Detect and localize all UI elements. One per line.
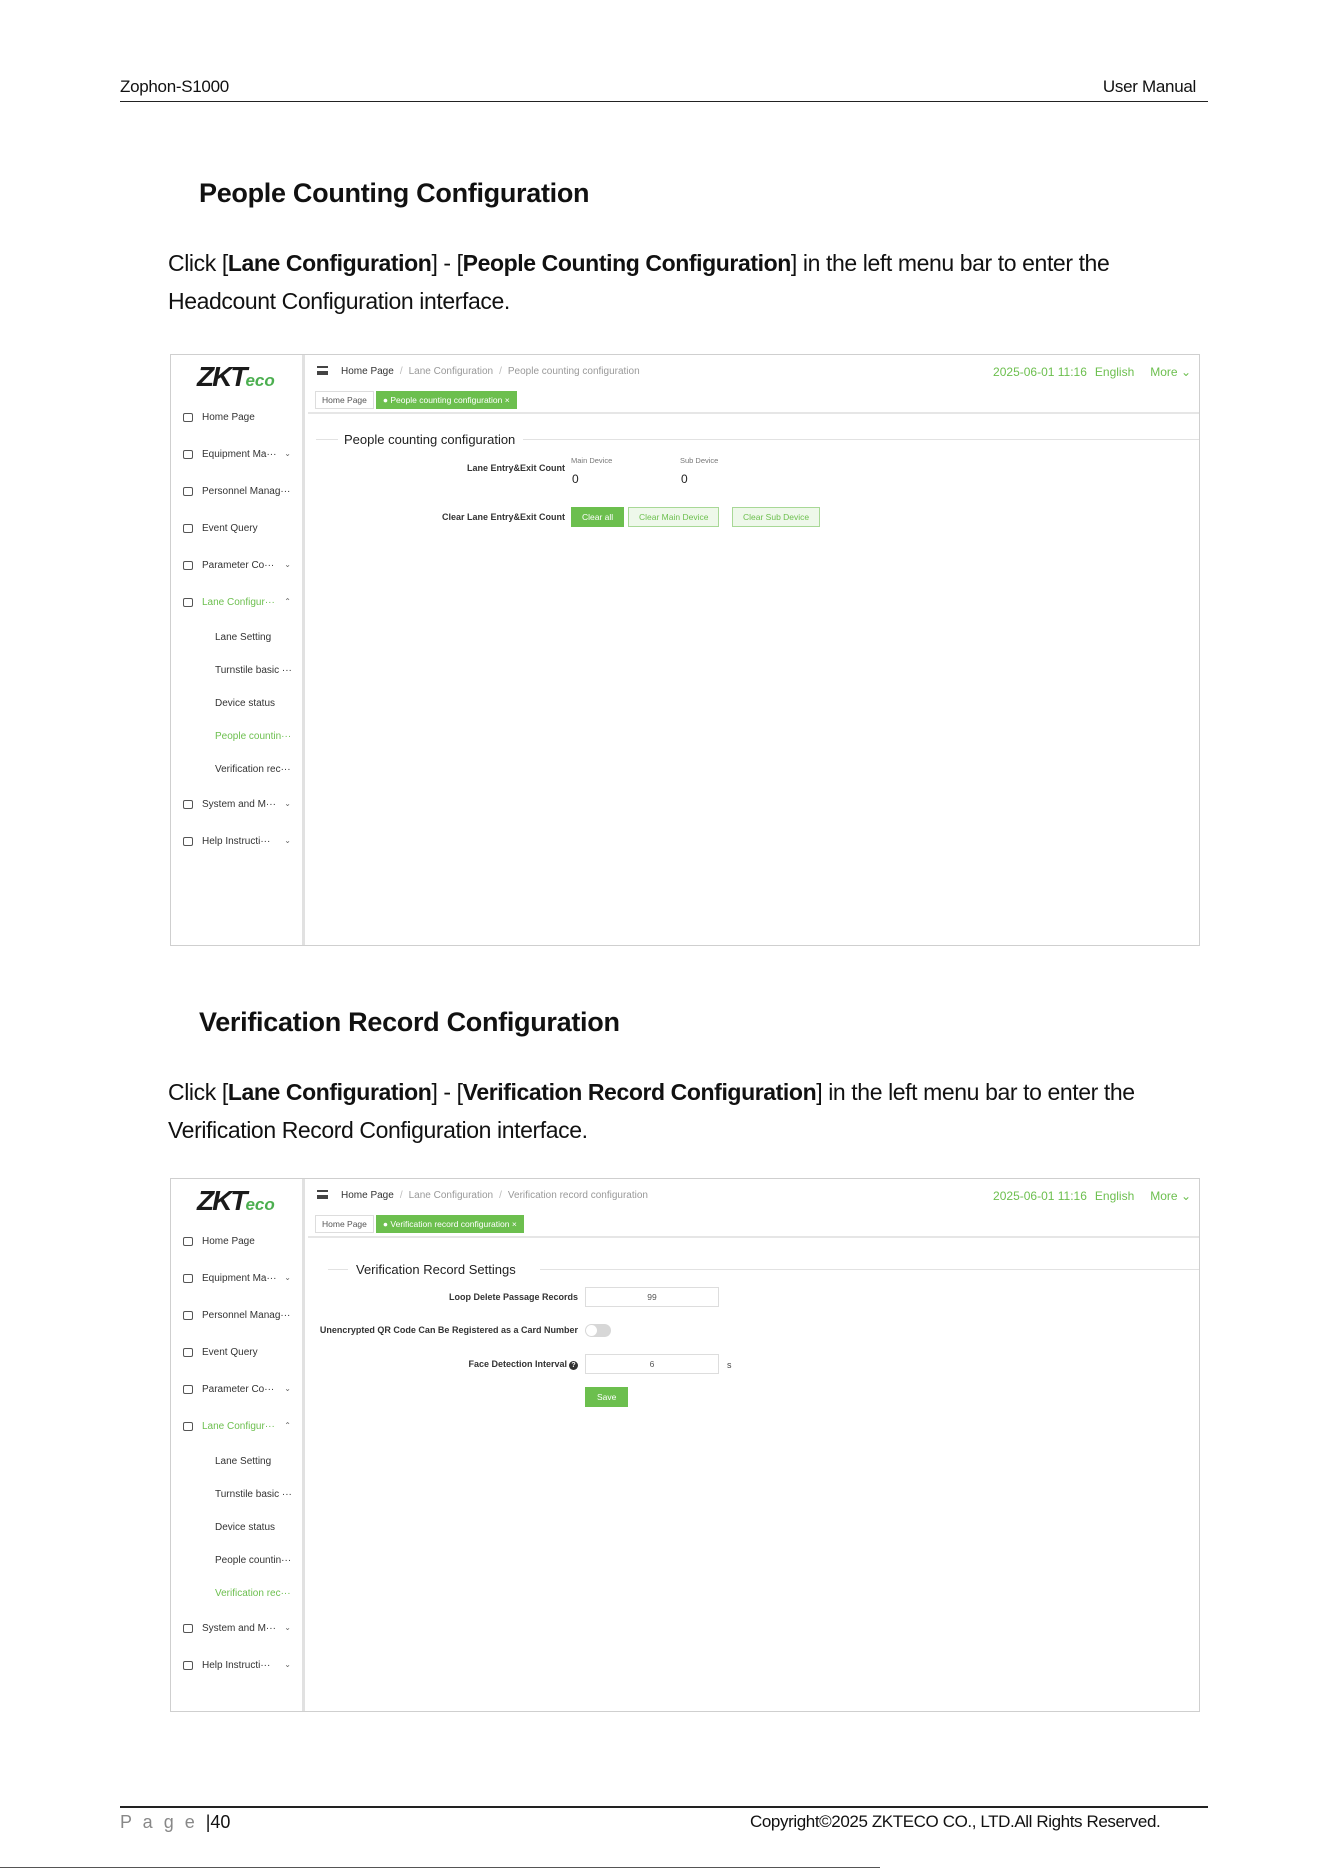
- top-right-info: [985, 365, 1191, 379]
- chevron-up-icon: ⌃: [284, 1421, 291, 1430]
- tab-home-page[interactable]: Home Page: [315, 1215, 374, 1233]
- main-area: [308, 355, 1199, 945]
- sidebar-item-people-counting[interactable]: People countin···: [215, 731, 292, 742]
- sidebar-item-equipment[interactable]: Equipment Ma··· ⌄: [171, 436, 305, 473]
- sidebar-item-equipment[interactable]: Equipment Ma··· ⌄: [171, 1260, 305, 1297]
- tab-home-page[interactable]: Home Page: [315, 391, 374, 409]
- chevron-down-icon: ⌄: [284, 1623, 291, 1632]
- sidebar-item-people-counting[interactable]: People countin···: [215, 1555, 292, 1566]
- face-detection-label: Face Detection Interval ?: [398, 1359, 578, 1370]
- section-paragraph-verification-record: Click [Lane Configuration] - [Verification Record Configuration] in the left menu bar to enter the Verification Record Configuration interface.: [168, 1079, 1135, 1143]
- lane-icon: [183, 1422, 193, 1431]
- screenshot-people-counting: [170, 354, 1200, 946]
- clear-count-label: Clear Lane Entry&Exit Count: [441, 512, 565, 522]
- help-icon: [183, 837, 193, 846]
- breadcrumb: Home Page / Lane Configuration / People counting configuration: [341, 366, 640, 377]
- clear-main-device-button[interactable]: Clear Main Device: [628, 507, 719, 527]
- breadcrumb-home[interactable]: Home Page: [341, 366, 394, 377]
- tab-people-counting[interactable]: ● People counting configuration ×: [376, 391, 517, 409]
- panel-title: People counting configuration: [344, 432, 516, 447]
- zkteco-logo: ZKTeco: [197, 1185, 275, 1216]
- sidebar-item-home-page[interactable]: Home Page: [171, 1223, 305, 1260]
- chevron-down-icon: ⌄: [284, 1660, 291, 1669]
- breadcrumb-home[interactable]: Home Page: [341, 1190, 394, 1201]
- divider: [328, 1269, 348, 1270]
- save-button[interactable]: Save: [585, 1387, 628, 1407]
- divider: [120, 1806, 1208, 1808]
- breadcrumb-current: Verification record configuration: [507, 1190, 648, 1201]
- section-paragraph-people-counting: Click [Lane Configuration] - [People Counting Configuration] in the left menu bar to enter the Headcount Configuration interface.: [168, 250, 1110, 314]
- equipment-icon: [183, 1274, 193, 1283]
- page-header: [120, 76, 1208, 102]
- main-device-label: Main Device: [571, 456, 613, 465]
- sub-device-count: 0: [681, 472, 688, 486]
- main-device-count: 0: [572, 472, 579, 486]
- settings-icon: [183, 800, 193, 809]
- personnel-icon: [183, 487, 193, 496]
- lane-count-label: Lane Entry&Exit Count: [466, 463, 565, 473]
- event-icon: [183, 1348, 193, 1357]
- sidebar-item-help[interactable]: Help Instructi··· ⌄: [171, 1647, 305, 1684]
- tab-bar: [315, 1215, 526, 1233]
- section-title-people-counting: People Counting Configuration: [199, 178, 590, 208]
- settings-icon: [183, 1624, 193, 1633]
- language-selector[interactable]: English: [1094, 1189, 1135, 1203]
- clear-sub-device-button[interactable]: Clear Sub Device: [732, 507, 820, 527]
- top-right-info: [985, 1189, 1191, 1203]
- tab-bar: [315, 391, 519, 409]
- divider: [0, 1867, 880, 1868]
- sidebar-item-event-query[interactable]: Event Query: [171, 1334, 305, 1371]
- divider: [523, 439, 1199, 440]
- sidebar-item-system[interactable]: System and M··· ⌄: [171, 1610, 305, 1647]
- parameter-icon: [183, 1385, 193, 1394]
- more-menu[interactable]: More ⌄: [1150, 1189, 1191, 1203]
- sidebar-item-home-page[interactable]: Home Page: [171, 399, 305, 436]
- divider: [308, 1236, 1199, 1238]
- sidebar-item-lane-setting[interactable]: Lane Setting: [215, 1456, 272, 1467]
- sub-device-label: Sub Device: [680, 456, 719, 465]
- home-icon: [183, 1237, 193, 1246]
- divider: [308, 412, 1199, 414]
- doc-type: User Manual: [1102, 77, 1196, 96]
- sidebar-item-event-query[interactable]: Event Query: [171, 510, 305, 547]
- sidebar-item-lane-configuration[interactable]: Lane Configur··· ⌃: [171, 1408, 305, 1445]
- lane-icon: [183, 598, 193, 607]
- equipment-icon: [183, 450, 193, 459]
- tab-verification-record[interactable]: ● Verification record configuration ×: [376, 1215, 524, 1233]
- clear-all-button[interactable]: Clear all: [571, 507, 624, 527]
- sidebar-item-parameter[interactable]: Parameter Co··· ⌄: [171, 547, 305, 584]
- sidebar-menu: [171, 1223, 305, 1684]
- event-icon: [183, 524, 193, 533]
- sidebar-item-parameter[interactable]: Parameter Co··· ⌄: [171, 1371, 305, 1408]
- sidebar-menu: [171, 399, 305, 860]
- menu-toggle-icon[interactable]: [317, 366, 328, 375]
- sidebar: [171, 355, 305, 945]
- menu-toggle-icon[interactable]: [317, 1190, 328, 1199]
- face-detection-unit: s: [727, 1360, 732, 1370]
- sidebar-item-lane-setting[interactable]: Lane Setting: [215, 632, 272, 643]
- sidebar-item-system[interactable]: System and M··· ⌄: [171, 786, 305, 823]
- sidebar-item-turnstile-basic[interactable]: Turnstile basic ···: [215, 1489, 292, 1500]
- loop-delete-label: Loop Delete Passage Records: [448, 1292, 578, 1302]
- zkteco-logo: ZKTeco: [197, 361, 275, 392]
- chevron-up-icon: ⌃: [284, 597, 291, 606]
- top-bar: [308, 1179, 1199, 1213]
- divider: [316, 439, 338, 440]
- breadcrumb-current: People counting configuration: [507, 366, 640, 377]
- sidebar-item-lane-configuration[interactable]: Lane Configur··· ⌃: [171, 584, 305, 621]
- sidebar-item-device-status[interactable]: Device status: [215, 698, 276, 709]
- more-menu[interactable]: More ⌄: [1150, 365, 1191, 379]
- chevron-down-icon: ⌄: [284, 836, 291, 845]
- home-icon: [183, 413, 193, 422]
- language-selector[interactable]: English: [1094, 365, 1135, 379]
- divider: [540, 1269, 1199, 1270]
- chevron-down-icon: ⌄: [284, 1384, 291, 1393]
- sidebar-item-turnstile-basic[interactable]: Turnstile basic ···: [215, 665, 292, 676]
- main-area: [308, 1179, 1199, 1711]
- breadcrumb-lane-configuration[interactable]: Lane Configuration: [408, 1190, 494, 1201]
- chevron-down-icon: ⌄: [284, 1273, 291, 1282]
- personnel-icon: [183, 1311, 193, 1320]
- parameter-icon: [183, 561, 193, 570]
- section-title-verification-record: Verification Record Configuration: [199, 1007, 620, 1037]
- sidebar-item-device-status[interactable]: Device status: [215, 1522, 276, 1533]
- breadcrumb: Home Page / Lane Configuration / Verification record configuration: [341, 1190, 648, 1201]
- panel-title: Verification Record Settings: [356, 1262, 516, 1277]
- datetime: 2025-06-01 11:16: [993, 1189, 1087, 1203]
- breadcrumb-lane-configuration[interactable]: Lane Configuration: [408, 366, 494, 377]
- loop-delete-input[interactable]: 99: [585, 1287, 719, 1307]
- page-number: P a g e |40: [120, 1812, 231, 1832]
- help-icon[interactable]: ?: [569, 1361, 578, 1370]
- sidebar: [171, 1179, 305, 1711]
- qr-code-label: Unencrypted QR Code Can Be Registered as a Card Number: [319, 1325, 578, 1335]
- datetime: 2025-06-01 11:16: [993, 365, 1087, 379]
- chevron-down-icon: ⌄: [284, 560, 291, 569]
- sidebar-item-personnel[interactable]: Personnel Manag···: [171, 1297, 305, 1334]
- sidebar-item-verification-record[interactable]: Verification rec···: [215, 1588, 291, 1599]
- sidebar-item-help[interactable]: Help Instructi··· ⌄: [171, 823, 305, 860]
- face-detection-input[interactable]: 6: [585, 1354, 719, 1374]
- sidebar-item-verification-record[interactable]: Verification rec···: [215, 764, 291, 775]
- chevron-down-icon: ⌄: [284, 799, 291, 808]
- top-bar: [308, 355, 1199, 389]
- qr-code-toggle[interactable]: [585, 1324, 611, 1337]
- chevron-down-icon: ⌄: [284, 449, 291, 458]
- sidebar-item-personnel[interactable]: Personnel Manag···: [171, 473, 305, 510]
- screenshot-verification-record: [170, 1178, 1200, 1712]
- copyright: Copyright©2025 ZKTECO CO., LTD.All Rights Reserved.: [750, 1812, 1161, 1831]
- doc-product-name: Zophon-S1000: [120, 77, 229, 96]
- help-icon: [183, 1661, 193, 1670]
